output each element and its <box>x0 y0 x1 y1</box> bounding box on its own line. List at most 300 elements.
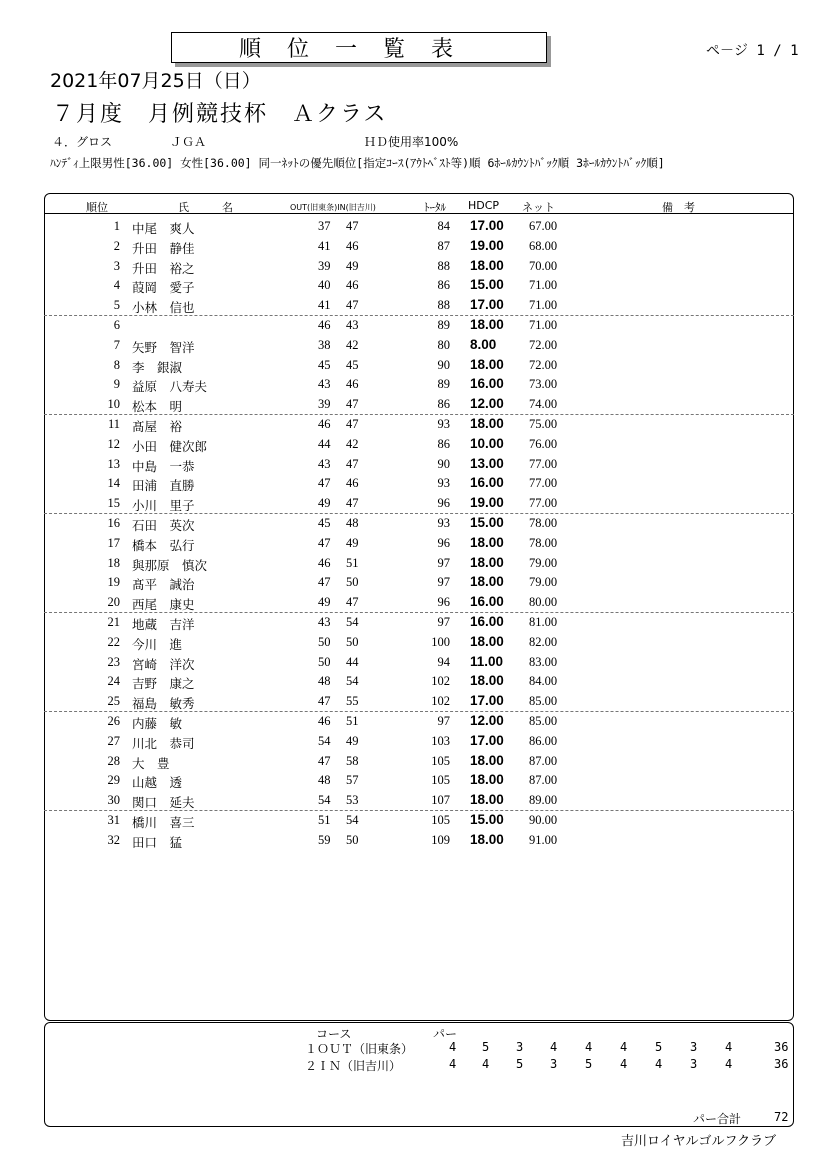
in-score-cell: 47 <box>346 595 359 610</box>
rank-cell: 8 <box>113 357 120 372</box>
in-score-cell: 47 <box>346 219 359 233</box>
name-cell: 李 銀淑 <box>132 360 183 375</box>
net-cell: 71.00 <box>529 278 558 293</box>
out-score-cell: 48 <box>318 773 331 788</box>
table-row <box>44 830 794 850</box>
out-score-cell: 47 <box>318 476 331 491</box>
total-cell: 89 <box>437 377 450 392</box>
table-row <box>44 553 794 573</box>
out-score-cell: 51 <box>318 813 331 827</box>
rank-cell: 15 <box>107 496 120 511</box>
out-score-cell: 43 <box>318 456 331 471</box>
out-score-cell: 44 <box>318 436 331 451</box>
table-row <box>44 533 794 553</box>
in-score-cell: 46 <box>346 238 359 253</box>
hdcp-cell: 8.00 <box>470 336 497 352</box>
in-score-cell: 50 <box>346 634 359 649</box>
table-row <box>44 315 794 335</box>
rank-cell: 32 <box>107 832 120 847</box>
out-score-cell: 47 <box>318 694 331 709</box>
rank-cell: 26 <box>107 714 120 728</box>
in-score-cell: 49 <box>346 535 359 550</box>
competition-info <box>52 133 458 150</box>
course-par-total: 36 <box>774 1040 789 1054</box>
in-score-cell: 54 <box>346 615 359 629</box>
in-score-cell: 43 <box>346 318 359 332</box>
hdcp-cell: 18.00 <box>470 534 504 550</box>
in-score-cell: 51 <box>346 555 359 570</box>
net-cell: 85.00 <box>529 694 558 709</box>
rank-cell: 28 <box>107 753 120 768</box>
table-row <box>44 493 794 514</box>
in-score-cell: 55 <box>346 694 359 709</box>
net-cell: 85.00 <box>529 714 558 728</box>
total-cell: 84 <box>437 219 450 233</box>
name-cell: 小林 信也 <box>132 301 195 316</box>
table-row <box>44 751 794 771</box>
total-cell: 109 <box>431 832 450 847</box>
out-score-cell: 40 <box>318 278 331 293</box>
hdcp-cell: 10.00 <box>470 435 504 451</box>
rank-cell: 10 <box>107 397 120 412</box>
rank-cell: 30 <box>107 793 120 808</box>
hole-par: 4 <box>550 1040 558 1054</box>
rank-cell: 2 <box>113 238 120 253</box>
hdcp-cell: 19.00 <box>470 495 504 511</box>
total-cell: 80 <box>437 337 450 352</box>
handicap-rule: ﾊﾝﾃﾞｨ上限男性[36.00] 女性[36.00] 同一ﾈｯﾄの優先順位[指定ｺｰｽ(ｱｳﾄﾍﾞｽﾄ等)順 6ﾎｰﾙｶｳﾝﾄﾊﾞｯｸ順 3ﾎｰﾙｶｳﾝﾄﾊﾞｯｸ順] <box>50 156 665 170</box>
name-cell: 吉野 康之 <box>132 677 195 692</box>
net-cell: 80.00 <box>529 595 558 610</box>
in-score-cell: 46 <box>346 476 359 491</box>
table-row <box>44 414 794 434</box>
in-score-cell: 57 <box>346 773 359 788</box>
header-total: ﾄｰﾀﾙ <box>424 201 446 214</box>
header-out-in: OUT(旧東条)IN(旧吉川) <box>290 203 376 212</box>
table-row <box>44 295 794 316</box>
net-cell: 79.00 <box>529 555 558 570</box>
rank-cell: 5 <box>113 298 120 313</box>
in-score-cell: 50 <box>346 575 359 590</box>
table-row <box>44 572 794 592</box>
out-score-cell: 39 <box>318 397 331 412</box>
out-score-cell: 54 <box>318 793 331 808</box>
net-cell: 73.00 <box>529 377 558 392</box>
in-score-cell: 58 <box>346 753 359 768</box>
net-cell: 86.00 <box>529 733 558 748</box>
total-cell: 86 <box>437 278 450 293</box>
in-score-cell: 42 <box>346 436 359 451</box>
hdcp-cell: 15.00 <box>470 277 504 293</box>
table-row <box>44 592 794 613</box>
net-cell: 87.00 <box>529 753 558 768</box>
name-cell: 中島 一恭 <box>132 459 195 474</box>
in-score-cell: 49 <box>346 258 359 273</box>
header-net: ネット <box>522 201 555 214</box>
out-score-cell: 46 <box>318 714 331 728</box>
rank-cell: 9 <box>113 377 120 392</box>
in-score-cell: 47 <box>346 496 359 511</box>
name-cell: 内藤 敏 <box>132 717 183 731</box>
total-cell: 88 <box>437 298 450 313</box>
hole-par: 4 <box>449 1057 457 1071</box>
total-cell: 97 <box>437 575 450 590</box>
handicap-system: ＪＧＡ <box>170 135 207 149</box>
hdcp-cell: 18.00 <box>470 317 504 332</box>
in-score-cell: 42 <box>346 337 359 352</box>
table-row <box>44 256 794 276</box>
course-par-table <box>44 1022 794 1127</box>
net-cell: 72.00 <box>529 337 558 352</box>
total-cell: 86 <box>437 397 450 412</box>
name-cell: 橋川 喜三 <box>132 816 195 830</box>
rank-cell: 31 <box>107 813 120 827</box>
hole-par: 4 <box>620 1057 628 1071</box>
hdcp-cell: 16.00 <box>470 376 504 392</box>
rank-cell: 23 <box>107 654 120 669</box>
total-cell: 105 <box>431 813 450 827</box>
out-score-cell: 41 <box>318 238 331 253</box>
rank-cell: 7 <box>113 337 120 352</box>
table-row <box>44 632 794 652</box>
header-remarks: 備 考 <box>662 201 695 214</box>
format-label: ４．グロス <box>52 135 113 149</box>
total-cell: 96 <box>437 496 450 511</box>
table-row <box>44 810 794 830</box>
in-score-cell: 47 <box>346 456 359 471</box>
hole-par: 4 <box>620 1040 628 1054</box>
event-date: 2021年07月25日（日） <box>50 70 261 92</box>
table-row <box>44 473 794 493</box>
hdcp-cell: 18.00 <box>470 554 504 570</box>
hdcp-cell: 18.00 <box>470 831 504 847</box>
out-score-cell: 39 <box>318 258 331 273</box>
in-score-cell: 54 <box>346 674 359 689</box>
out-score-cell: 46 <box>318 555 331 570</box>
hole-par: 4 <box>655 1057 663 1071</box>
hole-par: 3 <box>690 1057 698 1071</box>
name-cell: 松本 明 <box>132 400 183 415</box>
table-row <box>44 612 794 632</box>
name-cell: 橋本 弘行 <box>132 538 195 553</box>
out-score-cell: 43 <box>318 377 331 392</box>
net-cell: 89.00 <box>529 793 558 808</box>
header-hdcp: HDCP <box>468 199 500 212</box>
name-cell: 升田 裕之 <box>132 261 195 276</box>
course-label: コース <box>316 1027 352 1041</box>
table-row <box>44 652 794 672</box>
club-name: 吉川ロイヤルゴルフクラブ <box>621 1134 777 1149</box>
table-row <box>44 394 794 415</box>
in-score-cell: 46 <box>346 377 359 392</box>
par-label: パー <box>433 1027 458 1041</box>
name-cell: 川北 恭司 <box>132 736 195 751</box>
net-cell: 68.00 <box>529 238 558 253</box>
header-name: 氏 名 <box>178 201 233 214</box>
rank-cell: 17 <box>107 535 120 550</box>
net-cell: 71.00 <box>529 298 558 313</box>
hole-par: 5 <box>482 1040 490 1054</box>
name-cell: 西尾 康史 <box>132 598 195 613</box>
net-cell: 72.00 <box>529 357 558 372</box>
out-score-cell: 46 <box>318 318 331 332</box>
rank-cell: 29 <box>107 773 120 788</box>
total-cell: 107 <box>431 793 450 808</box>
in-score-cell: 45 <box>346 357 359 372</box>
rank-cell: 25 <box>107 694 120 709</box>
hole-par: 3 <box>690 1040 698 1054</box>
hole-par: 3 <box>550 1057 558 1071</box>
total-cell: 97 <box>437 714 450 728</box>
name-cell: 小田 健次郎 <box>132 439 208 454</box>
name-cell: 大 豊 <box>132 756 170 771</box>
net-cell: 90.00 <box>529 813 558 827</box>
total-cell: 97 <box>437 615 450 629</box>
name-cell: 升田 静佳 <box>132 241 195 256</box>
net-cell: 87.00 <box>529 773 558 788</box>
hole-par: 5 <box>516 1057 524 1071</box>
name-cell: 今川 進 <box>132 637 183 652</box>
name-cell: 田浦 直勝 <box>132 479 195 494</box>
rank-cell: 14 <box>107 476 120 491</box>
total-cell: 100 <box>431 634 450 649</box>
in-score-cell: 47 <box>346 417 359 431</box>
rank-cell: 16 <box>107 516 120 530</box>
total-cell: 93 <box>437 516 450 530</box>
name-cell: 矢野 智洋 <box>132 340 195 355</box>
rank-cell: 21 <box>107 615 120 629</box>
name-cell: 関口 延夫 <box>132 796 195 811</box>
out-score-cell: 54 <box>318 733 331 748</box>
table-row <box>44 731 794 751</box>
out-score-cell: 46 <box>318 417 331 431</box>
net-cell: 75.00 <box>529 417 558 431</box>
rank-cell: 20 <box>107 595 120 610</box>
total-cell: 97 <box>437 555 450 570</box>
name-cell: 益原 八寿夫 <box>132 380 208 395</box>
rank-cell: 19 <box>107 575 120 590</box>
hdcp-cell: 17.00 <box>470 218 504 233</box>
name-cell: 地蔵 吉洋 <box>132 618 195 632</box>
net-cell: 67.00 <box>529 219 558 233</box>
total-cell: 96 <box>437 535 450 550</box>
out-score-cell: 38 <box>318 337 331 352</box>
hole-par: 4 <box>482 1057 490 1071</box>
out-score-cell: 47 <box>318 753 331 768</box>
hdcp-cell: 16.00 <box>470 614 504 629</box>
rank-cell: 27 <box>107 733 120 748</box>
hole-par: 4 <box>725 1057 733 1071</box>
page-title: 順位一覧表 <box>171 32 547 63</box>
name-cell: 中尾 爽人 <box>132 222 195 236</box>
table-row <box>44 770 794 790</box>
hdcp-cell: 16.00 <box>470 594 504 610</box>
net-cell: 70.00 <box>529 258 558 273</box>
table-row <box>44 236 794 256</box>
in-score-cell: 53 <box>346 793 359 808</box>
hdcp-cell: 18.00 <box>470 257 504 273</box>
hdcp-cell: 18.00 <box>470 574 504 590</box>
table-row <box>44 275 794 295</box>
out-score-cell: 49 <box>318 595 331 610</box>
hd-usage-rate: ＨＤ使用率100% <box>364 135 459 149</box>
name-cell: 福島 敏秀 <box>132 697 195 712</box>
out-score-cell: 47 <box>318 575 331 590</box>
hdcp-cell: 12.00 <box>470 396 504 412</box>
hdcp-cell: 13.00 <box>470 455 504 471</box>
total-cell: 105 <box>431 753 450 768</box>
name-cell: 石田 英次 <box>132 519 195 533</box>
net-cell: 78.00 <box>529 535 558 550</box>
name-cell: 髙屋 裕 <box>132 420 183 434</box>
in-score-cell: 47 <box>346 298 359 313</box>
table-row <box>44 513 794 533</box>
hdcp-cell: 18.00 <box>470 356 504 372</box>
hdcp-cell: 16.00 <box>470 475 504 491</box>
total-cell: 93 <box>437 417 450 431</box>
page-number: ペ－ジ 1 / 1 <box>706 43 799 59</box>
in-score-cell: 48 <box>346 516 359 530</box>
in-score-cell: 54 <box>346 813 359 827</box>
out-score-cell: 50 <box>318 634 331 649</box>
name-cell: 田口 猛 <box>132 835 183 850</box>
hdcp-cell: 18.00 <box>470 792 504 808</box>
total-cell: 90 <box>437 357 450 372</box>
net-cell: 82.00 <box>529 634 558 649</box>
in-score-cell: 51 <box>346 714 359 728</box>
net-cell: 79.00 <box>529 575 558 590</box>
out-score-cell: 49 <box>318 496 331 511</box>
hole-par: 5 <box>655 1040 663 1054</box>
rank-cell: 24 <box>107 674 120 689</box>
out-score-cell: 59 <box>318 832 331 847</box>
hdcp-cell: 12.00 <box>470 713 504 728</box>
hole-par: 4 <box>725 1040 733 1054</box>
total-cell: 90 <box>437 456 450 471</box>
name-cell: 與那原 慎次 <box>132 558 208 573</box>
total-cell: 93 <box>437 476 450 491</box>
net-cell: 71.00 <box>529 318 558 332</box>
total-cell: 88 <box>437 258 450 273</box>
hdcp-cell: 17.00 <box>470 693 504 709</box>
rank-cell: 12 <box>107 436 120 451</box>
total-cell: 94 <box>437 654 450 669</box>
net-cell: 81.00 <box>529 615 558 629</box>
event-name: ７月度 月例競技杯 Ａクラス <box>52 102 388 127</box>
hdcp-cell: 18.00 <box>470 752 504 768</box>
net-cell: 76.00 <box>529 436 558 451</box>
header-rank: 順位 <box>86 201 108 214</box>
net-cell: 83.00 <box>529 654 558 669</box>
rank-cell: 11 <box>107 417 120 431</box>
table-row <box>44 335 794 355</box>
total-cell: 103 <box>431 733 450 748</box>
table-row <box>44 216 794 236</box>
rank-cell: 13 <box>107 456 120 471</box>
table-row <box>44 355 794 375</box>
hole-par: 4 <box>585 1040 593 1054</box>
in-score-cell: 50 <box>346 832 359 847</box>
in-score-cell: 46 <box>346 278 359 293</box>
in-score-cell: 47 <box>346 397 359 412</box>
table-row <box>44 790 794 811</box>
name-cell: 山越 透 <box>132 776 183 791</box>
rank-cell: 4 <box>113 278 120 293</box>
total-cell: 102 <box>431 674 450 689</box>
course-par-total: 36 <box>774 1057 789 1071</box>
hdcp-cell: 17.00 <box>470 297 504 313</box>
rank-cell: 3 <box>113 258 120 273</box>
course-name: ２ＩＮ（旧吉川） <box>305 1059 402 1073</box>
total-cell: 96 <box>437 595 450 610</box>
name-cell: 葭岡 愛子 <box>132 281 195 296</box>
par-total-value: 72 <box>774 1110 789 1124</box>
net-cell: 77.00 <box>529 456 558 471</box>
out-score-cell: 43 <box>318 615 331 629</box>
rank-cell: 22 <box>107 634 120 649</box>
out-score-cell: 47 <box>318 535 331 550</box>
name-cell: 髙平 誠治 <box>132 578 195 593</box>
total-cell: 89 <box>437 318 450 332</box>
hdcp-cell: 15.00 <box>470 812 504 827</box>
total-cell: 87 <box>437 238 450 253</box>
hdcp-cell: 19.00 <box>470 237 504 253</box>
table-row <box>44 711 794 731</box>
total-cell: 102 <box>431 694 450 709</box>
hdcp-cell: 18.00 <box>470 416 504 431</box>
out-score-cell: 48 <box>318 674 331 689</box>
total-cell: 86 <box>437 436 450 451</box>
net-cell: 78.00 <box>529 516 558 530</box>
hdcp-cell: 18.00 <box>470 772 504 788</box>
net-cell: 74.00 <box>529 397 558 412</box>
in-score-cell: 49 <box>346 733 359 748</box>
table-row <box>44 374 794 394</box>
par-total-label: パー合計 <box>693 1112 742 1126</box>
table-row <box>44 671 794 691</box>
out-score-cell: 41 <box>318 298 331 313</box>
out-score-cell: 45 <box>318 357 331 372</box>
header-divider <box>44 213 794 214</box>
table-row <box>44 454 794 474</box>
rank-cell: 6 <box>113 318 120 332</box>
course-name: １ＯＵＴ（旧東条） <box>305 1042 414 1056</box>
table-row <box>44 691 794 712</box>
hdcp-cell: 18.00 <box>470 673 504 689</box>
out-score-cell: 50 <box>318 654 331 669</box>
hdcp-cell: 18.00 <box>470 633 504 649</box>
table-row <box>44 434 794 454</box>
hole-par: 5 <box>585 1057 593 1071</box>
net-cell: 84.00 <box>529 674 558 689</box>
out-score-cell: 37 <box>318 219 331 233</box>
rank-cell: 1 <box>113 219 120 233</box>
net-cell: 77.00 <box>529 476 558 491</box>
out-score-cell: 45 <box>318 516 331 530</box>
rank-cell: 18 <box>107 555 120 570</box>
hole-par: 3 <box>516 1040 524 1054</box>
total-cell: 105 <box>431 773 450 788</box>
hdcp-cell: 15.00 <box>470 515 504 530</box>
name-cell: 小川 里子 <box>132 499 195 514</box>
hdcp-cell: 17.00 <box>470 732 504 748</box>
hdcp-cell: 11.00 <box>470 653 504 669</box>
hole-par: 4 <box>449 1040 457 1054</box>
net-cell: 91.00 <box>529 832 558 847</box>
net-cell: 77.00 <box>529 496 558 511</box>
name-cell: 宮崎 洋次 <box>132 657 195 672</box>
in-score-cell: 44 <box>346 654 359 669</box>
